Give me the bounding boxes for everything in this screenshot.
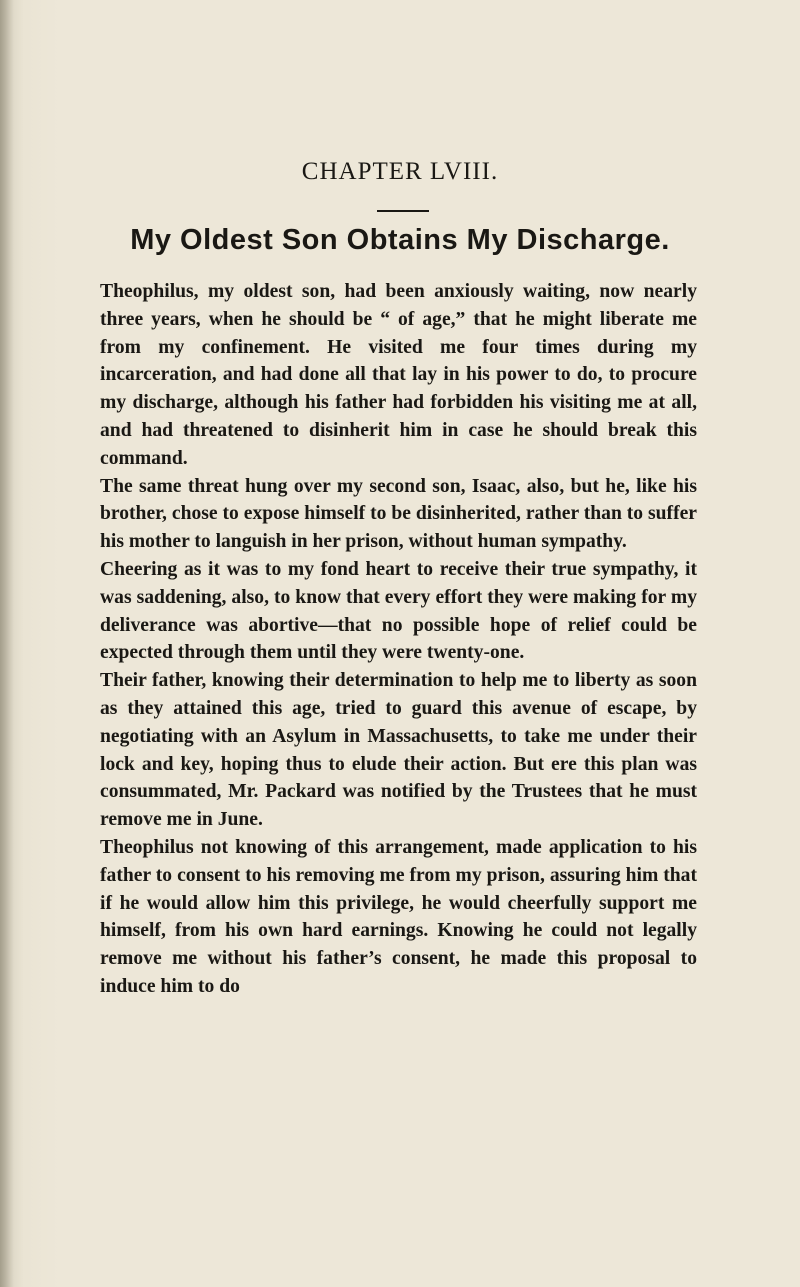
heading-divider	[377, 210, 429, 212]
paragraph: The same threat hung over my second son, Isaac, also, but he, like his brother, chose to expose himself to be disinherited, rather than to suffer his mother to languish in her prison, without human sympathy.	[100, 475, 697, 553]
page-binding-shadow	[0, 0, 14, 1287]
chapter-body	[100, 278, 697, 1001]
paragraph: Their father, knowing their determination to help me to liberty as soon as they attained this age, tried to guard this avenue of escape, by negotiating with an Asylum in Massachusetts, to take me under their lock and key, hoping thus to elude their action. But ere this plan was consummated, Mr. Packard was notified by the Trustees that he must remove me in June.	[100, 670, 697, 831]
paragraph: Theophilus, my oldest son, had been anxiously waiting, now nearly three years, when he should be “ of age,” that he might liberate me from my confinement. He visited me four times during my incarceration, and had done all that lay in his power to do, to procure my discharge, although his father had forbidden his visiting me at all, and had threatened to disinherit him in case he should break this command.	[100, 281, 697, 469]
chapter-title: My Oldest Son Obtains My Discharge.	[130, 224, 670, 256]
paragraph: Cheering as it was to my fond heart to receive their true sympathy, it was saddening, also, to know that every effort they were making for my deliverance was abortive—that no possible hope of relief could be expected through them until they were twenty-one.	[100, 558, 697, 664]
chapter-heading: CHAPTER LVIII.	[301, 158, 499, 185]
paragraph: Theophilus not knowing of this arrangement, made application to his father to consent to his removing me from my prison, assuring him that if he would allow him this privilege, he would cheerfully support me himself, from his own hard earnings. Knowing he could not legally remove me without his father’s consent, he made this proposal to induce him to do	[100, 836, 697, 997]
